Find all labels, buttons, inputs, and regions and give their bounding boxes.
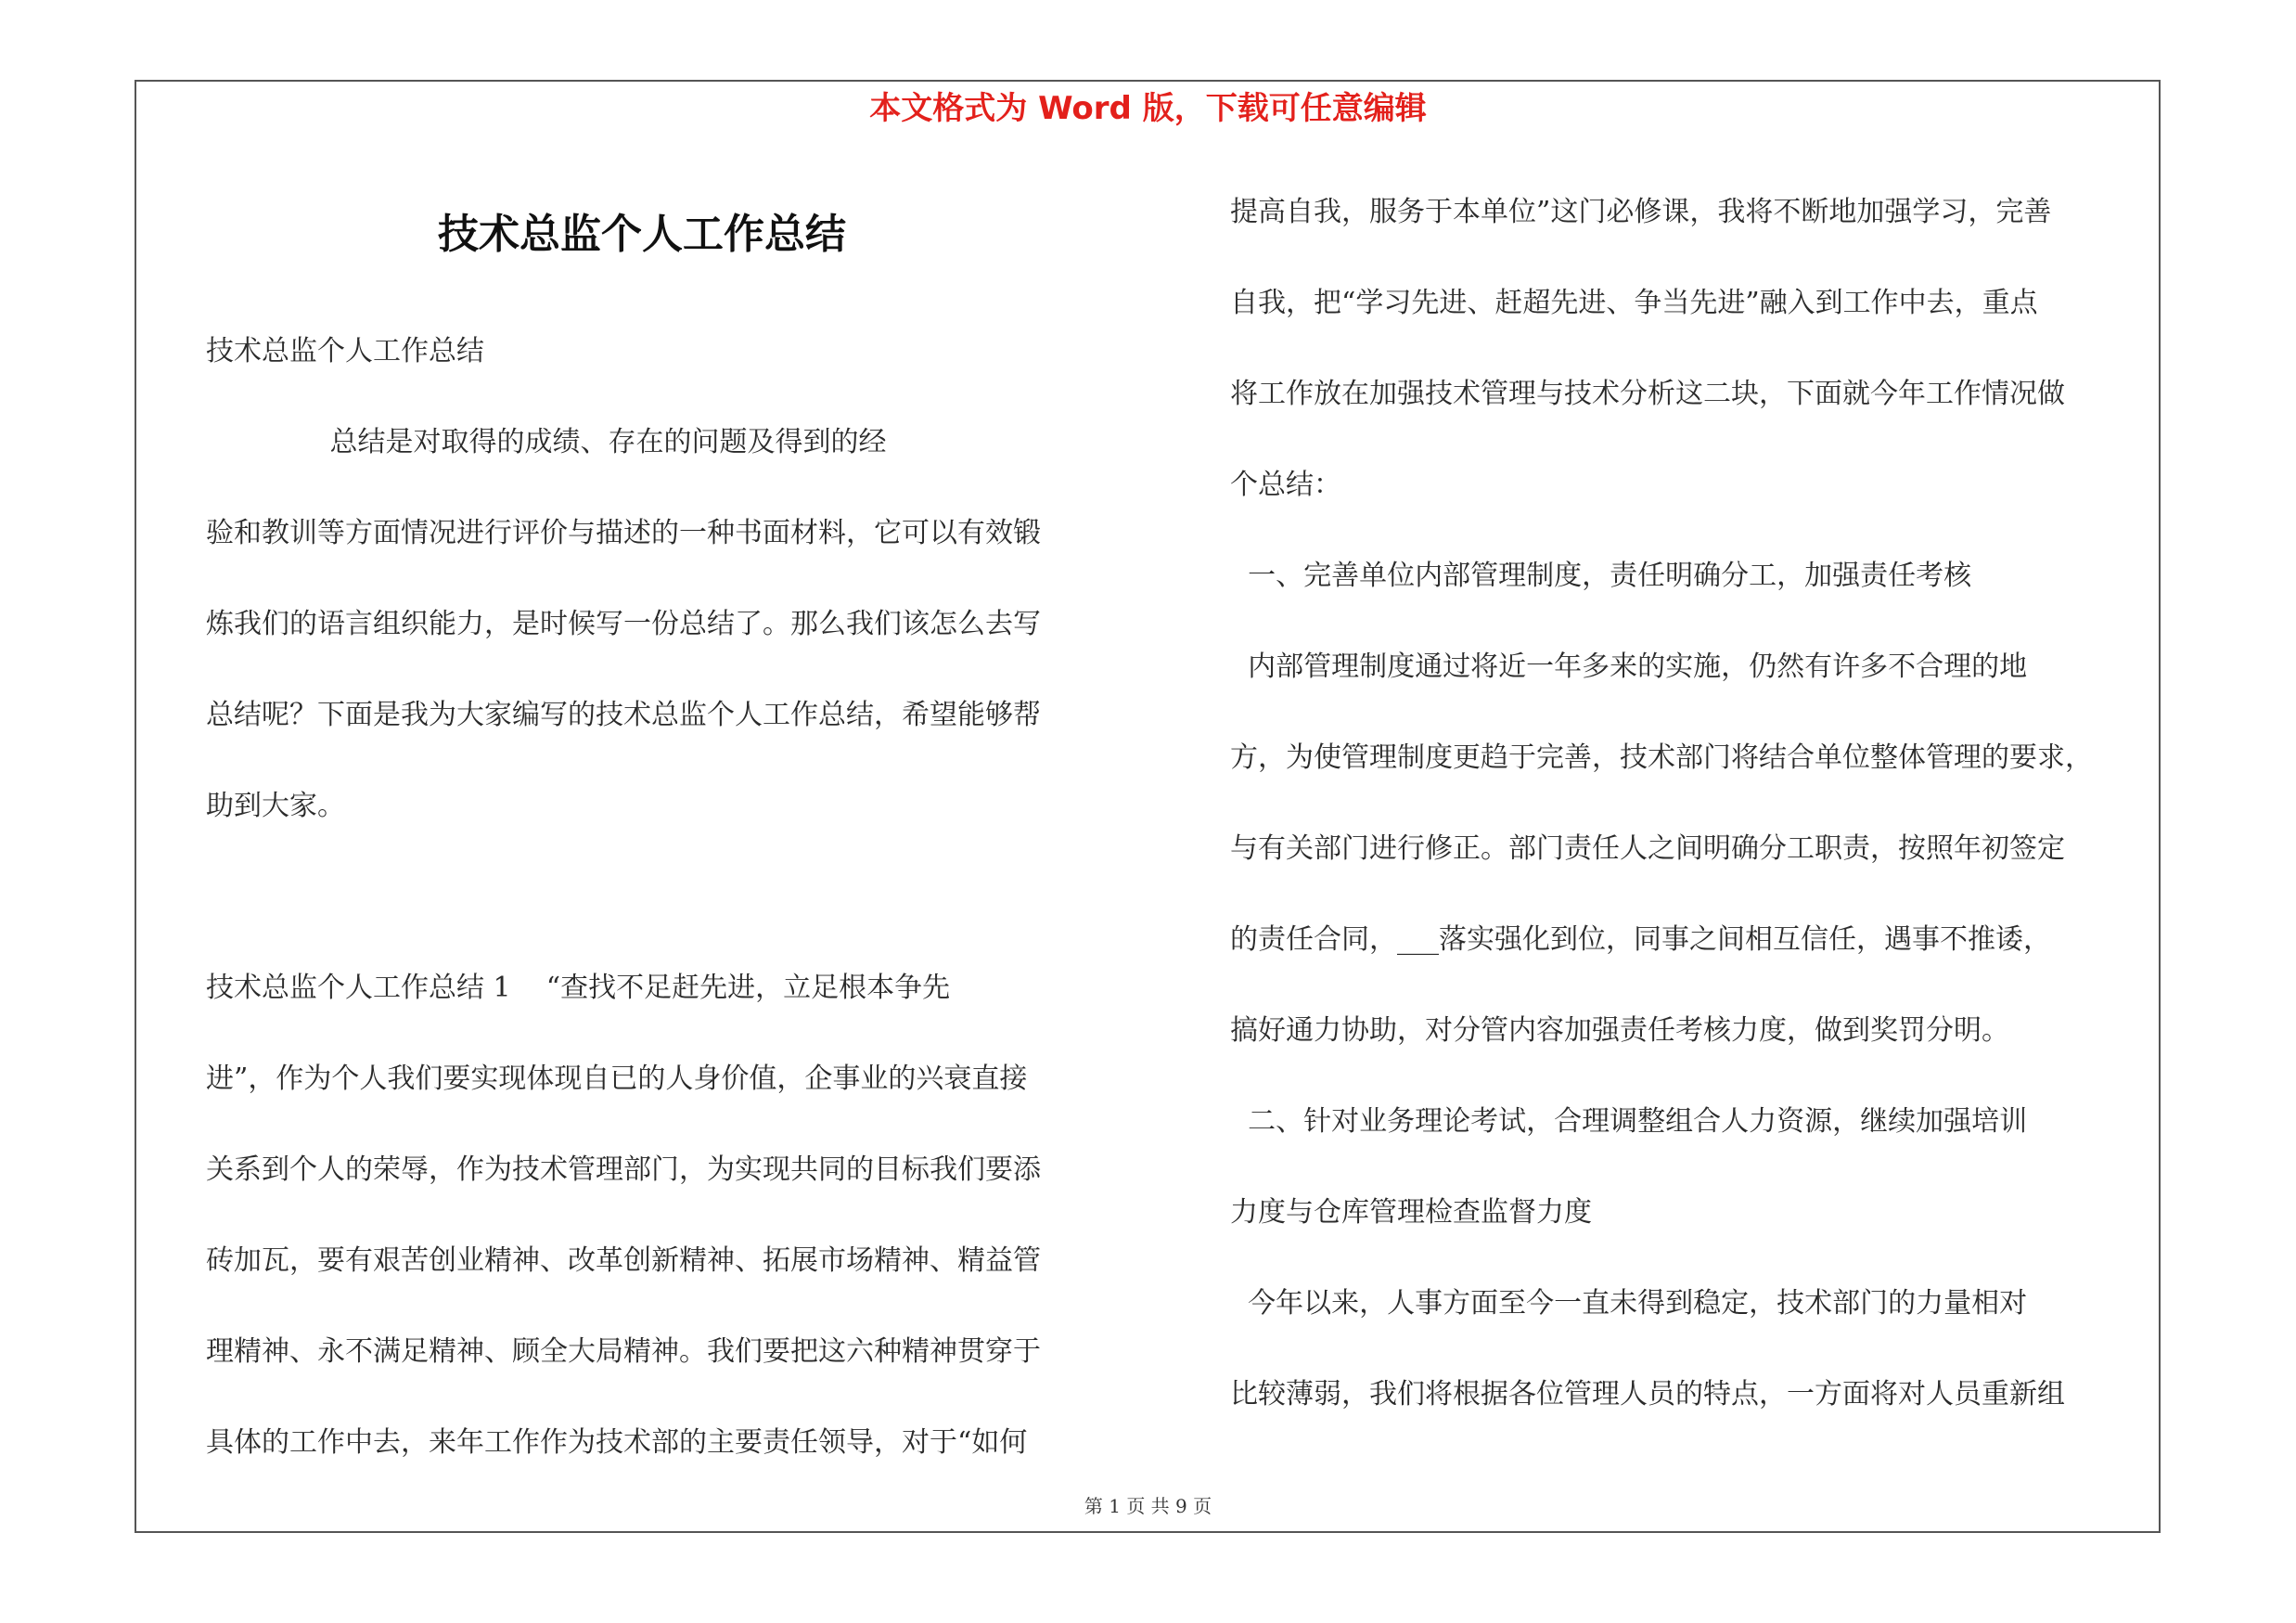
page-number: 第 1 页 共 9 页 xyxy=(1084,1495,1212,1517)
text-line: 方，为使管理制度更趋于完善，技术部门将结合单位整体管理的要求， xyxy=(1230,741,2093,774)
text-line: 将工作放在加强技术管理与技术分析这二块，下面就今年工作情况做 xyxy=(1230,378,2065,410)
word-format-banner: 本文格式为 Word 版，下载可任意编辑 xyxy=(869,90,1427,127)
document-title: 技术总监个人工作总结 xyxy=(438,211,846,258)
text-line: 助到大家。 xyxy=(206,790,345,822)
text-line: 比较薄弱，我们将根据各位管理人员的特点，一方面将对人员重新组 xyxy=(1230,1378,2065,1410)
text-line: 炼我们的语言组织能力，是时候写一份总结了。那么我们该怎么去写 xyxy=(206,608,1041,640)
text-line: 力度与仓库管理检查监督力度 xyxy=(1230,1196,1592,1229)
text-line: 验和教训等方面情况进行评价与描述的一种书面材料，它可以有效锻 xyxy=(206,517,1041,549)
right-text-column xyxy=(1230,167,2158,1440)
text-line: 理精神、永不满足精神、顾全大局精神。我们要把这六种精神贯穿于 xyxy=(206,1335,1041,1368)
text-line: 与有关部门进行修正。部门责任人之间明确分工职责，按照年初签定 xyxy=(1230,832,2065,865)
text-line: 内部管理制度通过将近一年多来的实施，仍然有许多不合理的地 xyxy=(1230,650,2028,683)
text-line: 的责任合同，___落实强化到位，同事之间相互信任，遇事不推诿， xyxy=(1230,923,2051,956)
text-line: 关系到个人的荣辱，作为技术管理部门，为实现共同的目标我们要添 xyxy=(206,1153,1041,1186)
paragraph-gap xyxy=(206,852,1134,943)
text-line: 提高自我，服务于本单位”这门必修课，我将不断地加强学习，完善 xyxy=(1230,196,2052,228)
text-line: 进”，作为个人我们要实现体现自已的人身价值，企事业的兴衰直接 xyxy=(206,1063,1028,1095)
text-line: 砖加瓦，要有艰苦创业精神、改革创新精神、拓展市场精神、精益管 xyxy=(206,1244,1041,1277)
text-line: 技术总监个人工作总结 1 “查找不足赶先进，立足根本争先 xyxy=(206,972,951,1004)
text-line: 个总结： xyxy=(1230,469,1341,501)
text-line: 今年以来，人事方面至今一直未得到稳定，技术部门的力量相对 xyxy=(1230,1287,2028,1320)
text-line: 自我，把“学习先进、赶超先进、争当先进”融入到工作中去，重点 xyxy=(1230,287,2038,319)
text-line: 总结呢？下面是我为大家编写的技术总监个人工作总结，希望能够帮 xyxy=(206,699,1041,731)
section-heading: 一、完善单位内部管理制度，责任明确分工，加强责任考核 xyxy=(1230,560,1972,592)
text-line: 具体的工作中去，来年工作作为技术部的主要责任领导，对于“如何 xyxy=(206,1426,1028,1459)
text-line: 技术总监个人工作总结 xyxy=(206,335,484,367)
left-text-column xyxy=(206,306,1134,1488)
section-heading: 二、针对业务理论考试，合理调整组合人力资源，继续加强培训 xyxy=(1230,1105,2028,1138)
text-line: 搞好通力协助，对分管内容加强责任考核力度，做到奖罚分明。 xyxy=(1230,1014,2009,1047)
text-line: 总结是对取得的成绩、存在的问题及得到的经 xyxy=(206,426,887,458)
